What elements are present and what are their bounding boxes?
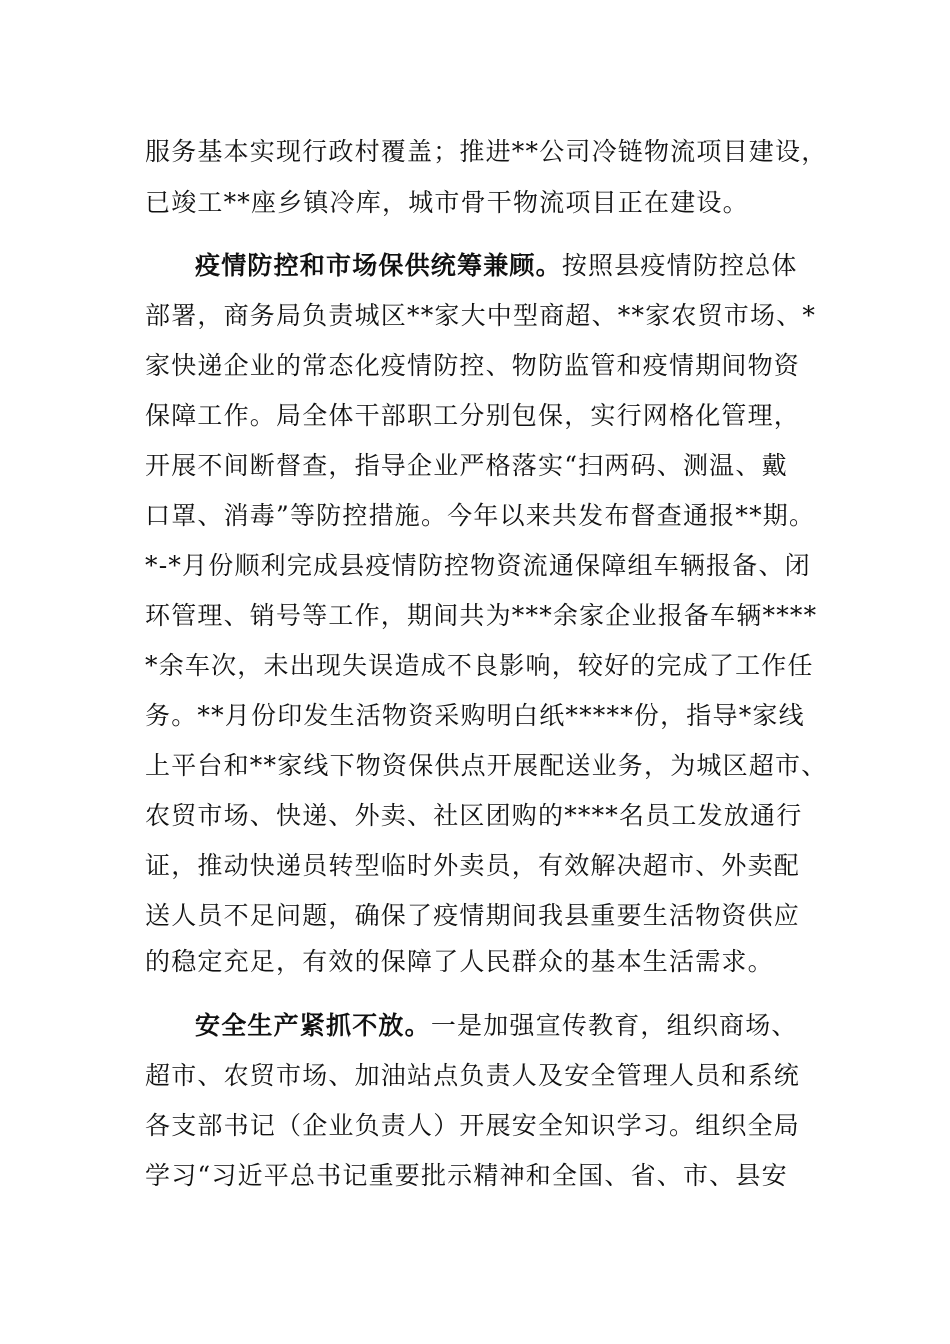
paragraph-2-line: 农贸市场、快递、外卖、社区团购的****名员工发放通行 [145,801,803,830]
paragraph-3-line: 各支部书记（企业负责人）开展安全知识学习。组织全局 [145,1111,801,1140]
paragraph-2-line: 证，推动快递员转型临时外卖员，有效解决超市、外卖配 [145,851,801,880]
paragraph-2-heading: 疫情防控和市场保供统筹兼顾。 [195,251,562,280]
paragraph-2-line: 送人员不足问题，确保了疫情期间我县重要生活物资供应 [145,901,801,930]
paragraph-3-heading: 安全生产紧抓不放。 [195,1011,431,1040]
paragraph-3-line: 学习“习近平总书记重要批示精神和全国、省、市、县安 [145,1161,788,1190]
paragraph-3-first-line [195,1008,875,1044]
paragraph-1-line-2: 已竣工**座乡镇冷库，城市骨干物流项目正在建设。 [145,188,749,217]
paragraph-2-line: 口罩、消毒”等防控措施。今年以来共发布督查通报**期。 [145,501,816,530]
paragraph-2-line: 务。**月份印发生活物资采购明白纸*****份，指导*家线 [145,701,805,730]
paragraph-2-first-line-text: 按照县疫情防控总体 [561,251,798,280]
paragraph-1-line-1: 服务基本实现行政村覆盖；推进**公司冷链物流项目建设， [145,137,828,166]
paragraph-3-first-line-text: 一是加强宣传教育，组织商场、 [430,1011,798,1040]
paragraph-2-line: 开展不间断督查，指导企业严格落实“扫两码、测温、戴 [145,451,788,480]
paragraph-2-line: 部署，商务局负责城区**家大中型商超、**家农贸市场、* [145,301,817,330]
paragraph-2-line: 家快递企业的常态化疫情防控、物防监管和疫情期间物资 [145,351,801,380]
paragraph-2-line: 保障工作。局全体干部职工分别包保，实行网格化管理， [145,401,801,430]
paragraph-2-line: 上平台和**家线下物资保供点开展配送业务，为城区超市、 [145,751,828,780]
paragraph-2-first-line [195,248,875,284]
paragraph-2-line: 环管理、销号等工作，期间共为***余家企业报备车辆**** [145,601,818,630]
paragraph-2-line: *余车次，未出现失误造成不良影响，较好的完成了工作任 [145,651,814,680]
paragraph-2-line: *-*月份顺利完成县疫情防控物资流通保障组车辆报备、闭 [145,551,811,580]
paragraph-2-line: 的稳定充足，有效的保障了人民群众的基本生活需求。 [145,947,774,976]
paragraph-3-line: 超市、农贸市场、加油站点负责人及安全管理人员和系统 [145,1061,801,1090]
